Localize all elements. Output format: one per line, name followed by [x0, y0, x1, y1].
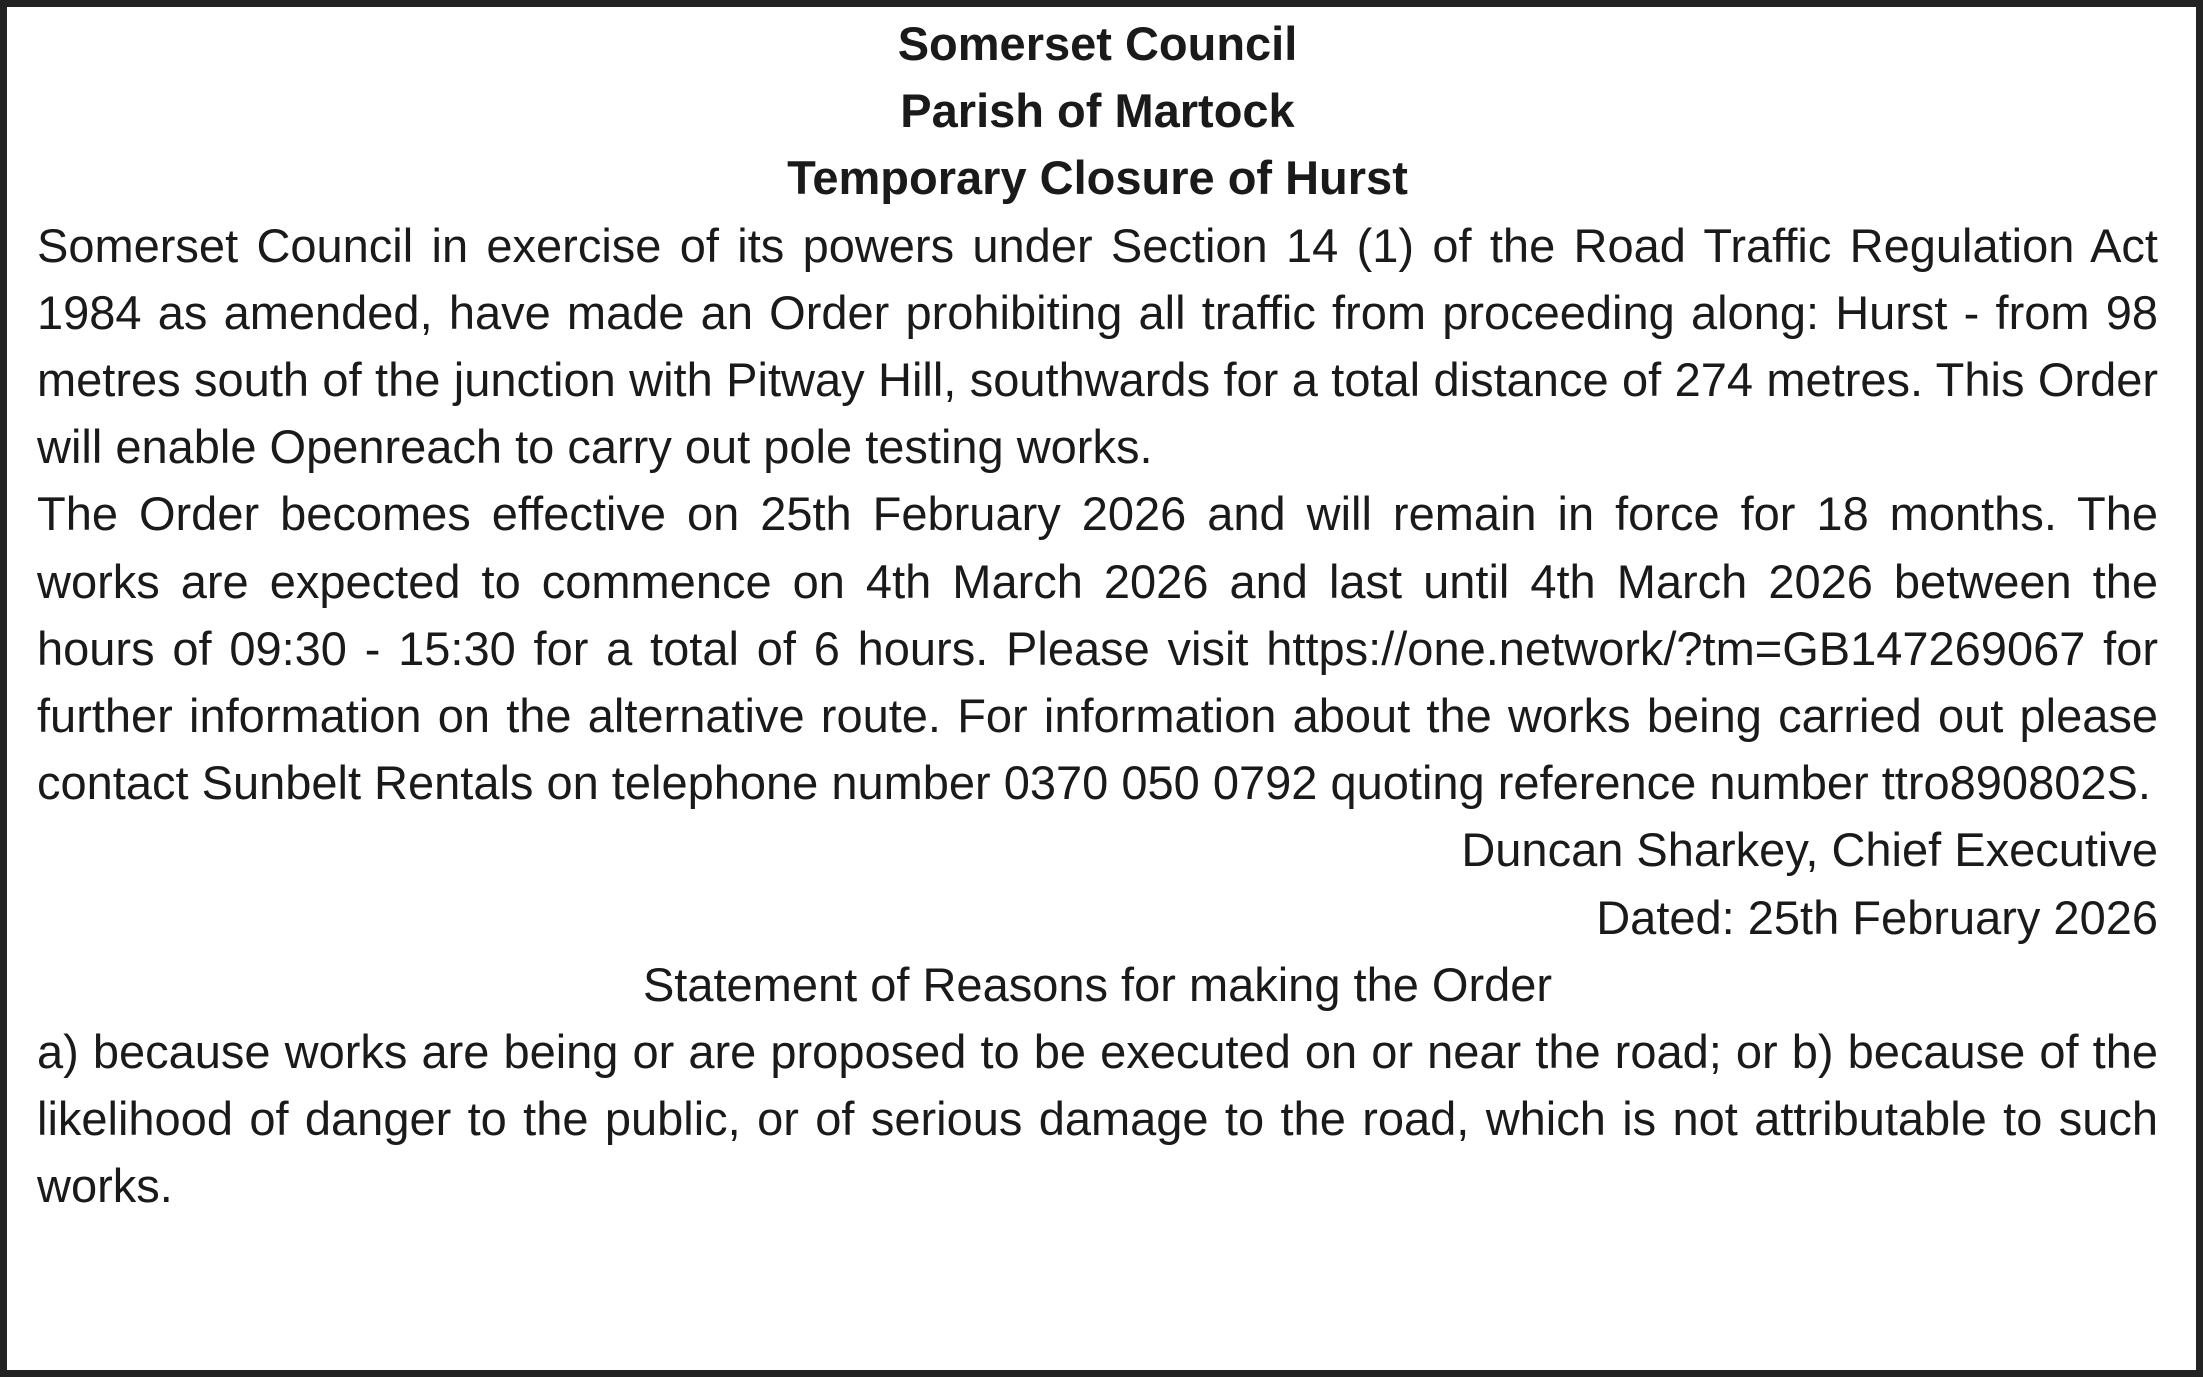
reasons-title: Statement of Reasons for making the Order: [642, 957, 1553, 1011]
schedule-paragraph: The Order becomes effective on 25th February 2026 and will remain in force for 18 months. The works are expected to commence on 4th March 2026 and last until 4th March 2026 between the hours of 09:30 - 15:30 for a total of 6 hours. Please visit https://one.network/?tm=GB147269067 for further information on the alternative route. For information about the works being carried out please contact Sunbelt Rentals on telephone number 0370 050 0792 quoting reference number ttro890802S.: [37, 487, 2158, 810]
reasons-paragraph: a) because works are being or are proposed to be executed on or near the road; or b) because of the likelihood of danger to the public, or of serious damage to the road, which is not attributable to such works.: [37, 1025, 2158, 1213]
council-heading: Somerset Council: [897, 17, 1298, 70]
order-paragraph: Somerset Council in exercise of its powers under Section 14 (1) of the Road Traffic Regulation Act 1984 as amended, have made an Order prohibiting all traffic from proceeding along: Hurst - from 98 metres south of the junction with Pitway Hill, southwards for a total distance of 274 metres. This Order will enable Openreach to carry out pole testing works.: [37, 218, 2158, 474]
parish-heading: Parish of Martock: [900, 84, 1295, 138]
dated-line: Dated: 25th February 2026: [1596, 890, 2158, 944]
signatory-line: Duncan Sharkey, Chief Executive: [1461, 823, 2158, 877]
closure-title: Temporary Closure of Hurst: [787, 151, 1408, 205]
